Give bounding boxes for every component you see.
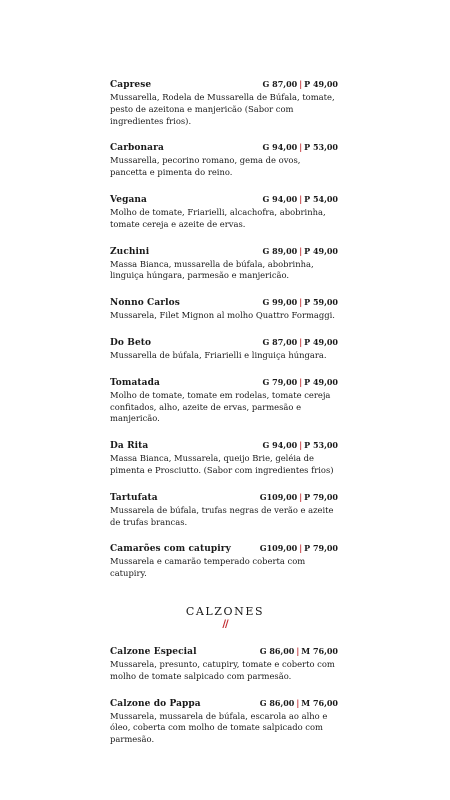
item-description: Mussarella, Rodela de Mussarella de Búfala, tomate, pesto de azeitona e manjericão (Sabor com ingredientes frios). — [110, 92, 335, 126]
price-small: P 49,00 — [304, 336, 338, 347]
item-price — [263, 194, 338, 204]
price-medium: M 76,00 — [301, 697, 338, 708]
price-large: G 86,00 — [259, 697, 295, 708]
price-separator: | — [299, 336, 303, 347]
menu-item — [110, 646, 338, 683]
item-description: Mussarela, presunto, catupiry, tomate e coberto com molho de tomate salpicado com parmesão. — [110, 659, 335, 681]
menu-item — [110, 377, 338, 425]
item-name: Nonno Carlos — [110, 298, 180, 309]
item-description: Massa Bianca, mussarella de búfala, abobrinha, linguiça húngara, parmesão e manjericão. — [110, 258, 314, 281]
price-large: G 94,00 — [262, 193, 298, 204]
item-name: Do Beto — [110, 337, 152, 348]
item-description: Mussarella de búfala, Friarielli e linguiça húngara. — [110, 349, 327, 360]
item-name: Camarões com catupiry — [110, 544, 231, 555]
menu-item — [110, 246, 338, 283]
menu-item — [110, 543, 338, 580]
item-price — [260, 646, 338, 656]
price-small: P 49,00 — [304, 245, 338, 256]
item-price — [263, 440, 338, 450]
price-separator: | — [299, 79, 303, 89]
price-small: P 59,00 — [304, 297, 338, 308]
item-price — [260, 543, 338, 553]
menu-item — [110, 79, 338, 127]
price-small: P 49,00 — [304, 79, 338, 89]
menu-item — [110, 297, 338, 322]
price-separator: | — [299, 245, 303, 256]
menu-item — [110, 142, 338, 179]
item-name: Da Rita — [110, 441, 149, 452]
item-price — [260, 492, 338, 502]
item-name: Tomatada — [110, 377, 160, 388]
menu-item — [110, 194, 338, 231]
price-small: P 79,00 — [304, 491, 338, 502]
item-description: Massa Bianca, Mussarela, queijo Brie, geléia de pimenta e Prosciutto. (Sabor com ingredientes frios) — [110, 453, 334, 475]
item-name: Vegana — [110, 194, 147, 205]
item-name: Caprese — [110, 80, 152, 90]
price-separator: | — [299, 440, 303, 451]
price-large: G 87,00 — [262, 79, 298, 89]
item-price — [263, 377, 338, 387]
price-separator: | — [299, 297, 303, 308]
item-description: Mussarela, mussarela de búfala, escarola ao alho e óleo, coberta com molho de tomate salpicado com parmesão. — [110, 710, 328, 745]
price-large: G 87,00 — [262, 336, 298, 347]
item-price — [263, 297, 338, 307]
price-large: G109,00 — [259, 491, 298, 502]
item-name: Tartufata — [110, 492, 158, 503]
item-description: Mussarela e camarão temperado coberta com catupiry. — [110, 556, 306, 579]
item-price — [263, 142, 338, 152]
item-description: Mussarela, Filet Mignon al molho Quattro Formaggi. — [110, 310, 335, 321]
price-small: P 54,00 — [304, 193, 338, 204]
price-separator: | — [299, 142, 303, 153]
price-separator: | — [299, 543, 303, 554]
item-name: Carbonara — [110, 143, 164, 154]
price-separator: | — [299, 193, 303, 204]
price-separator: | — [296, 697, 300, 708]
price-large: G 94,00 — [262, 440, 298, 451]
price-medium: M 76,00 — [301, 646, 338, 656]
item-name: Calzone Especial — [110, 647, 197, 657]
item-name: Zuchini — [110, 246, 150, 257]
price-separator: | — [299, 491, 303, 502]
item-price — [260, 698, 338, 708]
item-description: Mussarela de búfala, trufas negras de verão e azeite de trufas brancas. — [110, 504, 334, 527]
section-title: CALZONES — [185, 605, 265, 618]
price-large: G 99,00 — [262, 297, 298, 308]
menu-item — [110, 492, 338, 529]
item-name: Calzone do Pappa — [110, 698, 201, 709]
section-divider-mark: // — [222, 619, 228, 630]
pizza-menu-list — [110, 79, 338, 595]
price-large: G109,00 — [259, 543, 298, 554]
price-small: P 53,00 — [304, 142, 338, 153]
item-price — [263, 246, 338, 256]
calzones-section-header — [0, 605, 450, 630]
price-small: P 53,00 — [304, 440, 338, 451]
menu-item — [110, 440, 338, 477]
menu-item — [110, 337, 338, 362]
item-description: Molho de tomate, Friarielli, alcachofra, abobrinha, tomate cereja e azeite de ervas. — [110, 206, 326, 229]
calzone-menu-list — [110, 646, 338, 761]
price-separator: | — [296, 646, 300, 656]
price-small: P 79,00 — [304, 543, 338, 554]
price-large: G 79,00 — [262, 376, 298, 387]
price-separator: | — [299, 376, 303, 387]
price-large: G 89,00 — [262, 245, 298, 256]
item-description: Mussarella, pecorino romano, gema de ovos, pancetta e pimenta do reino. — [110, 155, 301, 178]
menu-item — [110, 698, 338, 746]
price-small: P 49,00 — [304, 376, 338, 387]
item-description: Molho de tomate, tomate em rodelas, tomate cereja confitados, alho, azeite de ervas, parmesão e manjericão. — [110, 389, 331, 424]
price-large: G 94,00 — [262, 142, 298, 153]
item-price — [263, 337, 338, 347]
price-large: G 86,00 — [259, 646, 295, 656]
item-price — [263, 79, 338, 89]
